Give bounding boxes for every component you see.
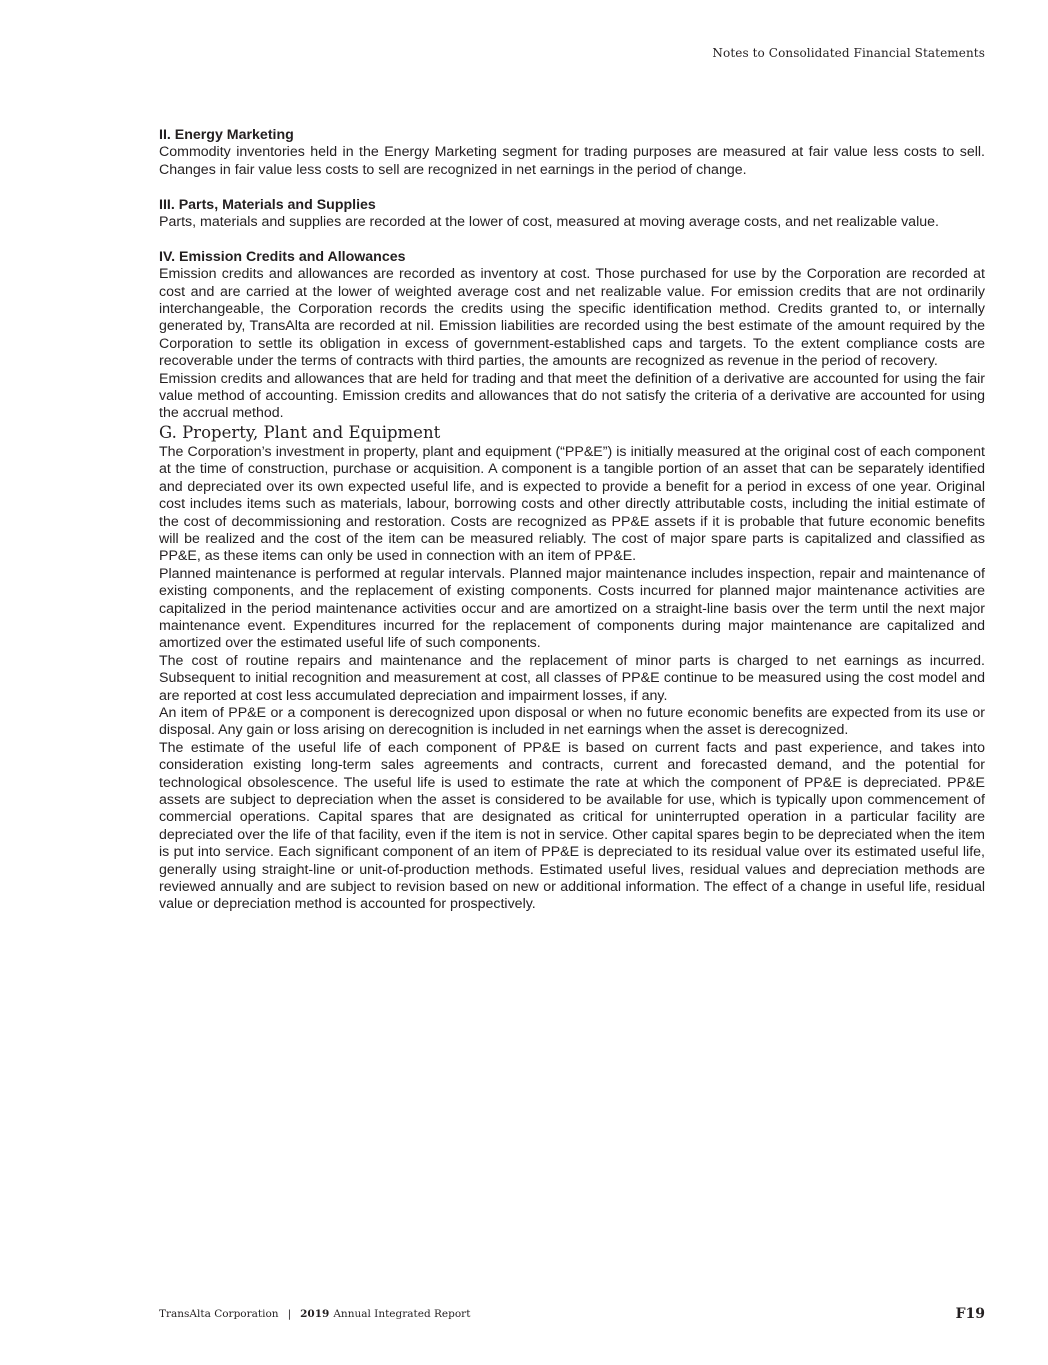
section-emission-credits <box>159 249 985 423</box>
section-title: G. Property, Plant and Equipment <box>159 422 441 442</box>
footer-year: 2019 <box>300 1308 330 1320</box>
section-heading: II. Energy Marketing <box>159 127 294 143</box>
section-parts-materials <box>159 197 985 232</box>
paragraph: The Corporation’s investment in property, plant and equipment (“PP&E”) is initially measured at the original cost of each component at the time of construction, purchase or acquisition. A component is a tangible portion of an asset that can be separately identified and depreciated over its own expected useful life, and is expected to provide a benefit for a period in excess of one year. Original cost includes items such as materials, labour, borrowing costs and other directly attributable costs, including the initial estimate of the cost of decommissioning and restoration. Costs are recognized as PP&E assets if it is probable that future economic benefits will be realized and the cost of the item can be measured reliably. The cost of major spare parts is capitalized and classified as PP&E, as these items can only be used in connection with an item of PP&E. <box>159 443 985 565</box>
paragraph: Commodity inventories held in the Energy Marketing segment for trading purposes are measured at fair value less costs to sell. Changes in fair value less costs to sell are recognized in net earnings in the period of change. <box>159 144 985 178</box>
section-energy-marketing <box>159 127 985 179</box>
paragraph: Parts, materials and supplies are recorded at the lower of cost, measured at moving average costs, and net realizable value. <box>159 214 939 231</box>
document-body <box>159 127 985 914</box>
paragraph: Emission credits and allowances that are held for trading and that meet the definition of a derivative are accounted for using the fair value method of accounting. Emission credits and allowances that do not satisfy the criteria of a derivative are accounted for using the accrual method. <box>159 370 985 422</box>
section-heading: III. Parts, Materials and Supplies <box>159 196 376 213</box>
footer-left <box>159 1308 470 1320</box>
footer-separator: | <box>287 1308 292 1320</box>
paragraph: Planned maintenance is performed at regular intervals. Planned major maintenance includes inspection, repair and maintenance of existing components, and the replacement of existing components. Costs incurred for planned major maintenance activities are capitalized in the period maintenance activities occur and are amortized on a straight-line basis over the term until the next major maintenance event. Expenditures incurred for the replacement of components during major maintenance are capitalized and amortized over the estimated useful life of such components. <box>159 565 985 652</box>
footer-company: TransAlta Corporation <box>159 1308 279 1320</box>
page-number: F19 <box>955 1306 985 1322</box>
paragraph: The cost of routine repairs and maintenance and the replacement of minor parts is charged to net earnings as incurred. Subsequent to initial recognition and measurement at cost, all classes of PP&E continue to be measured using the cost model and are reported at cost less accumulated depreciation and impairment losses, if any. <box>159 652 985 704</box>
section-heading: IV. Emission Credits and Allowances <box>159 248 406 265</box>
paragraph: An item of PP&E or a component is derecognized upon disposal or when no future economic benefits are expected from its use or disposal. Any gain or loss arising on derecognition is included in net earnings when the asset is derecognized. <box>159 704 985 739</box>
paragraph: Emission credits and allowances are recorded as inventory at cost. Those purchased for use by the Corporation are recorded at cost and are carried at the lower of weighted average cost and net realizable value. For emission credits that are not ordinarily interchangeable, the Corporation records the credits using the specific identification method. Credits granted to, or internally generated by, TransAlta are recorded at nil. Emission liabilities are recorded using the best estimate of the amount required by the Corporation to settle its obligation in excess of government-established caps and targets. To the extent compliance costs are recoverable under the terms of contracts with third parties, the amounts are recognized as revenue in the period of recovery. <box>159 266 985 370</box>
running-header: Notes to Consolidated Financial Statements <box>712 46 985 60</box>
section-ppe <box>159 423 985 914</box>
paragraph: The estimate of the useful life of each component of PP&E is based on current facts and past experience, and takes into consideration existing long-term sales agreements and contracts, current and forecasted demand, and the potential for technological obsolescence. The useful life is used to estimate the rate at which the component of PP&E is depreciated. PP&E assets are subject to depreciation when the asset is considered to be available for use, which is typically upon commencement of commercial operations. Capital spares that are designated as critical for uninterrupted operation in a particular facility are depreciated over the life of that facility, even if the item is not in service. Other capital spares begin to be depreciated when the item is put into service. Each significant component of an item of PP&E is depreciated to its residual value over its estimated useful life, generally using straight-line or unit-of-production methods. Estimated useful lives, residual values and depreciation methods are reviewed annually and are subject to revision based on new or additional information. The effect of a change in useful life, residual value or depreciation method is accounted for prospectively. <box>159 739 985 913</box>
footer-report-name: Annual Integrated Report <box>333 1308 471 1320</box>
